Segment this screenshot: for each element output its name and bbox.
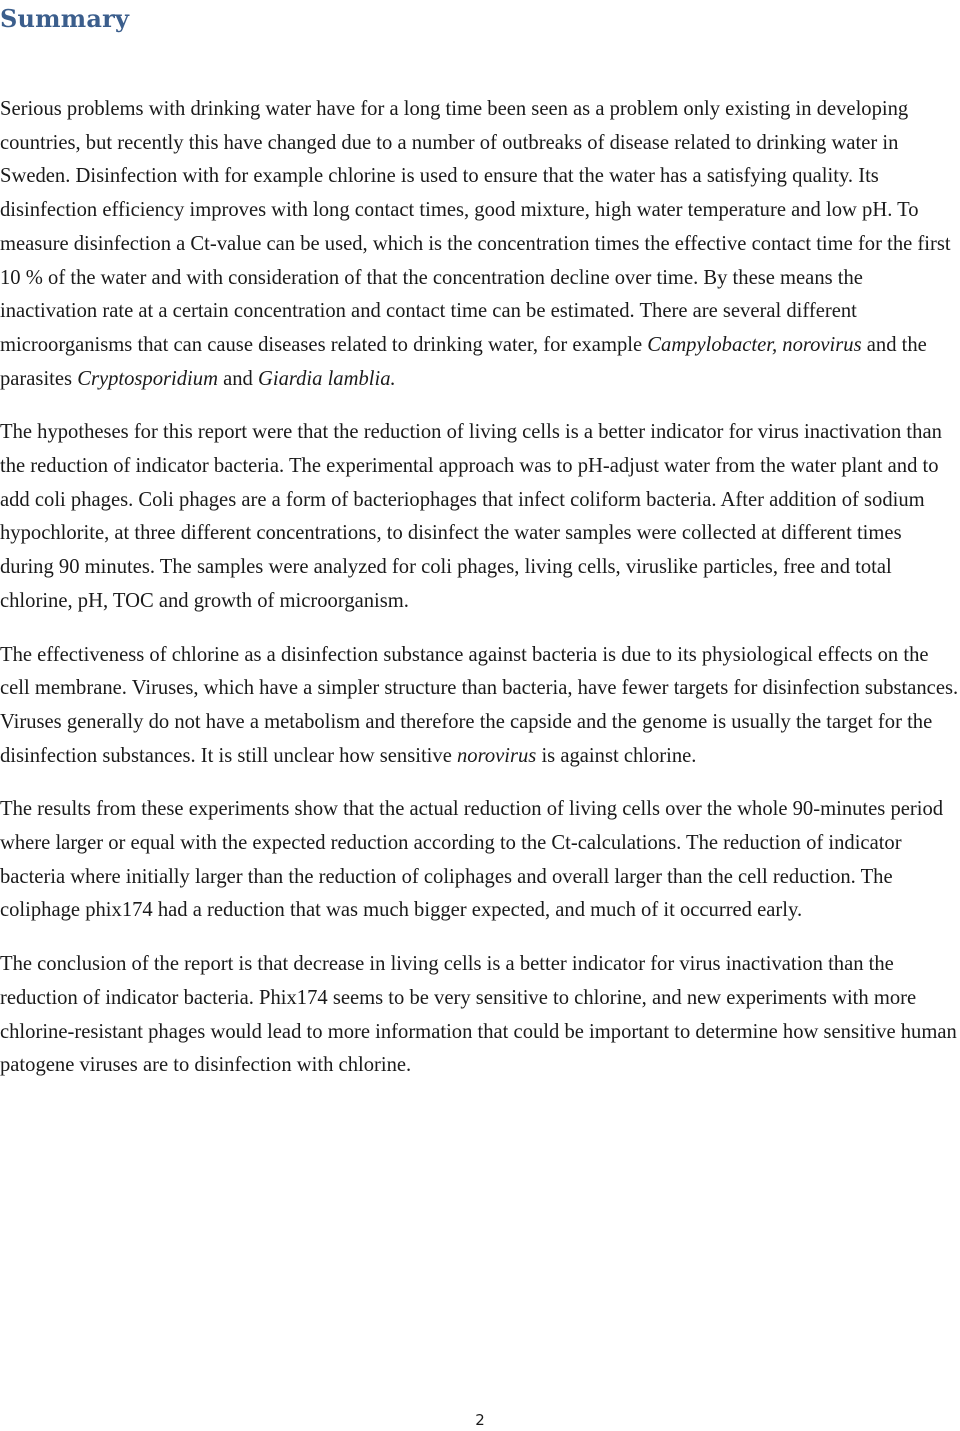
paragraph-chlorine-effectiveness [0, 639, 960, 774]
text-segment: and the parasites [0, 333, 927, 390]
text-segment-italic: Giardia lamblia. [257, 367, 396, 390]
page-number: 2 [475, 1411, 485, 1429]
text-segment: The effectiveness of chlorine as a disinfection substance against bacteria is due to its physiological effects on the cell membrane. Viruses, which have a simpler structure than bacteria, have fewer targets for disinfection substances. Viruses generally do not have a metabolism and therefore the capside and the genome is usually the target for the disinfection substances. It is still unclear how sensitive [0, 643, 959, 767]
page-title: Summary [0, 4, 130, 33]
paragraph-intro [0, 93, 960, 396]
summary-body [0, 93, 960, 1103]
paragraph-results [0, 793, 960, 928]
text-segment: The results from these experiments show that the actual reduction of living cells over the whole 90-minutes period where larger or equal with the expected reduction according to the Ct-calculations. The reduction of indicator bacteria where initially larger than the reduction of coliphages and overall larger than the cell reduction. The coliphage phix174 had a reduction that was much bigger expected, and much of it occurred early. [0, 798, 944, 922]
text-segment: and [217, 367, 258, 390]
text-segment: Serious problems with drinking water have for a long time been seen as a problem only existing in developing countries, but recently this have changed due to a number of outbreaks of disease related to drinking water in Sweden. Disinfection with for example chlorine is used to ensure that the water has a satisfying quality. Its disinfection efficiency improves with long contact times, good mixture, high water temperature and low pH. To measure disinfection a Ct-value can be used, which is the concentration times the effective contact time for the first 10 % of the water and with consideration of that the concentration decline over time. By these means the inactivation rate at a certain concentration and contact time can be estimated. There are several different microorganisms that can cause diseases related to drinking water, for example [0, 98, 951, 356]
text-segment-italic: Cryptosporidium [77, 367, 218, 390]
text-segment: The hypotheses for this report were that the reduction of living cells is a better indicator for virus inactivation than the reduction of indicator bacteria. The experimental approach was to pH-adjust water from the water plant and to add coli phages. Coli phages are a form of bacteriophages that infect coliform bacteria. After addition of sodium hypochlorite, at three different concentrations, to disinfect the water samples were collected at different times during 90 minutes. The samples were analyzed for coli phages, living cells, viruslike particles, free and total chlorine, pH, TOC and growth of microorganism. [0, 421, 942, 612]
text-segment: is against chlorine. [536, 744, 697, 767]
text-segment-italic: Campylobacter, norovirus [647, 333, 862, 356]
paragraph-hypotheses [0, 416, 960, 618]
text-segment: The conclusion of the report is that decrease in living cells is a better indicator for virus inactivation than the reduction of indicator bacteria. Phix174 seems to be very sensitive to chlorine, and new experiments with more chlorine-resistant phages would lead to more information that could be important to determine how sensitive human patogene viruses are to disinfection with chlorine. [0, 953, 957, 1077]
paragraph-conclusion [0, 948, 960, 1083]
text-segment-italic: norovirus [456, 744, 537, 767]
